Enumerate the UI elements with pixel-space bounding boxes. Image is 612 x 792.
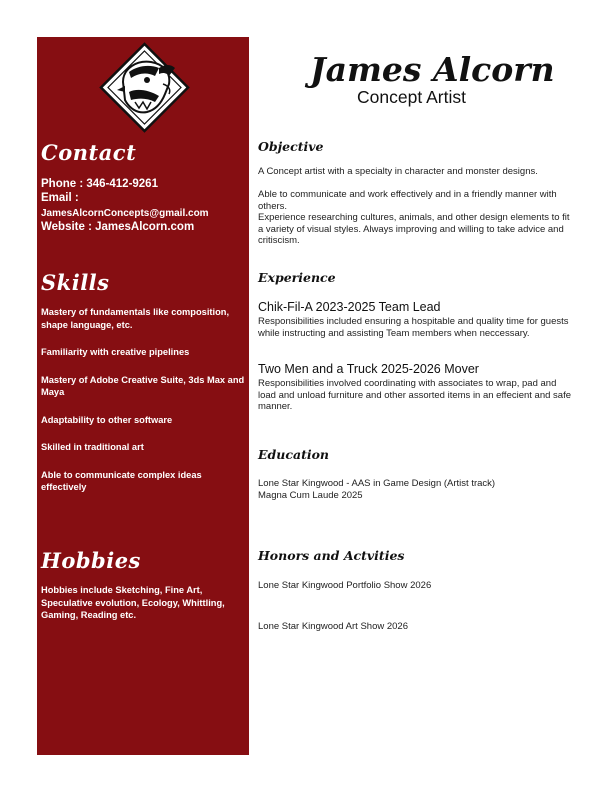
skill-item: Adaptability to other software [41, 414, 173, 425]
contact-email[interactable]: JamesAlcornConcepts@gmail.com [41, 208, 209, 219]
skill-item: Mastery of Adobe Creative Suite, 3ds Max and Maya [41, 374, 245, 397]
job-title: Two Men and a Truck 2025-2026 Mover [258, 362, 479, 376]
skill-item: Able to communicate complex ideas effectively [41, 469, 202, 492]
skills-heading: Skills [41, 270, 110, 295]
monster-head-logo-icon [99, 42, 190, 133]
experience-heading: Experience [258, 270, 336, 285]
skills-list [41, 306, 245, 509]
skill-item: Skilled in traditional art [41, 442, 144, 452]
job-description: Responsibilities included ensuring a hospitable and quality time for guests while instructing and assisting Team members when neccessary. [258, 316, 569, 339]
hobbies-text: Hobbies include Sketching, Fine Art, Speculative evolution, Ecology, Whittling, Gaming, Reading etc. [41, 585, 225, 620]
objective-line: Experience researching cultures, animals, and other design elements to fit a variety of visual styles. Always improving and willing to take advice and critiscism. [258, 212, 570, 246]
education-heading: Education [258, 447, 330, 462]
sidebar [37, 37, 249, 755]
objective-line: Able to communicate and work effectively and in a friendly manner with others. [258, 189, 557, 212]
contact-email-label: Email : [41, 192, 79, 204]
education-line: Magna Cum Laude 2025 [258, 490, 363, 501]
candidate-name: James Alcorn [310, 50, 555, 89]
honors-item: Lone Star Kingwood Portfolio Show 2026 [258, 580, 432, 591]
objective-heading: Objective [258, 139, 324, 154]
job-description: Responsibilities involved coordinating with associates to wrap, pad and load and unload furniture and other assorted items in an effecient and safe manner. [258, 378, 572, 412]
contact-phone: Phone : 346-412-9261 [41, 178, 158, 190]
honors-heading: Honors and Actvities [258, 548, 405, 563]
honors-item: Lone Star Kingwood Art Show 2026 [258, 621, 408, 632]
objective-line: A Concept artist with a specialty in character and monster designs. [258, 166, 538, 177]
hobbies-heading: Hobbies [41, 548, 141, 573]
skill-item: Familiarity with creative pipelines [41, 347, 190, 357]
contact-heading: Contact [41, 140, 137, 165]
skill-item: Mastery of fundamentals like composition, shape language, etc. [41, 307, 230, 330]
candidate-role: Concept Artist [357, 87, 466, 107]
job-title: Chik-Fil-A 2023-2025 Team Lead [258, 300, 441, 314]
contact-website[interactable]: Website : JamesAlcorn.com [41, 221, 195, 233]
education-line: Lone Star Kingwood - AAS in Game Design (Artist track) [258, 478, 496, 489]
